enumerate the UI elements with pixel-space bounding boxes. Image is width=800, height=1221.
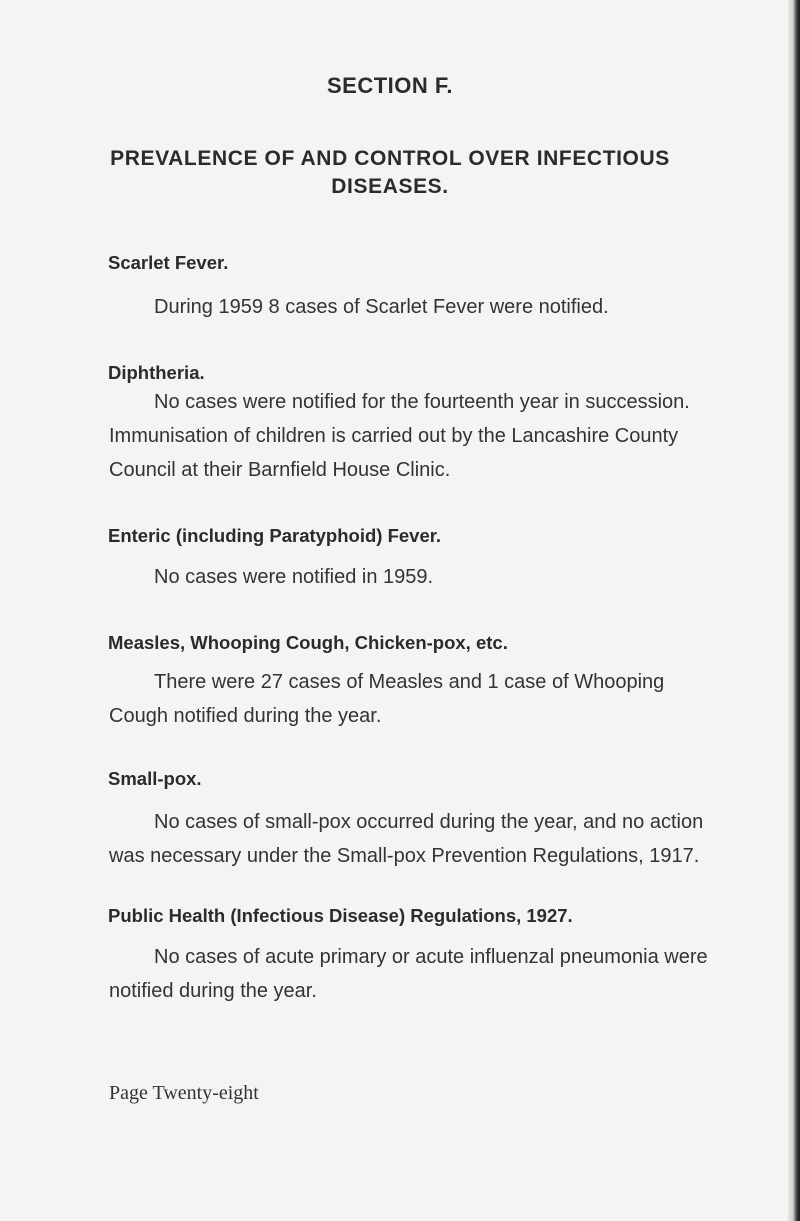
- paragraph-small-pox: No cases of small-pox occurred during the year, and no action was necessary under the Small-pox Prevention Regulations, 1917.: [109, 811, 704, 867]
- section-label: SECTION F.: [326, 73, 453, 98]
- heading-enteric-fever: Enteric (including Paratyphoid) Fever.: [108, 525, 442, 546]
- paragraph-public-health-regulations: No cases of acute primary or acute influenzal pneumonia were notified during the year.: [109, 946, 708, 1002]
- page-edge-shadow: [788, 0, 800, 1221]
- paragraph-measles: There were 27 cases of Measles and 1 case of Whooping Cough notified during the year.: [109, 671, 665, 727]
- heading-diphtheria: Diphtheria.: [108, 362, 205, 383]
- paragraph-diphtheria: No cases were notified for the fourteenth year in succession. Immunisation of children is carried out by the Lancashire County Council at their Barnfield House Clinic.: [109, 391, 690, 481]
- page-title-line-1: PREVALENCE OF AND CONTROL OVER INFECTIOUS: [110, 147, 670, 170]
- paragraph-scarlet-fever: During 1959 8 cases of Scarlet Fever were notified.: [154, 296, 609, 318]
- page-number-footer: Page Twenty-eight: [109, 1082, 259, 1104]
- heading-measles: Measles, Whooping Cough, Chicken-pox, etc.: [108, 632, 508, 653]
- heading-scarlet-fever: Scarlet Fever.: [108, 252, 229, 273]
- heading-public-health-regulations: Public Health (Infectious Disease) Regulations, 1927.: [108, 905, 573, 926]
- page-title: [0, 145, 780, 201]
- heading-small-pox: Small-pox.: [108, 768, 202, 789]
- page-title-line-2: DISEASES.: [331, 175, 449, 198]
- paragraph-enteric-fever: No cases were notified in 1959.: [154, 566, 434, 588]
